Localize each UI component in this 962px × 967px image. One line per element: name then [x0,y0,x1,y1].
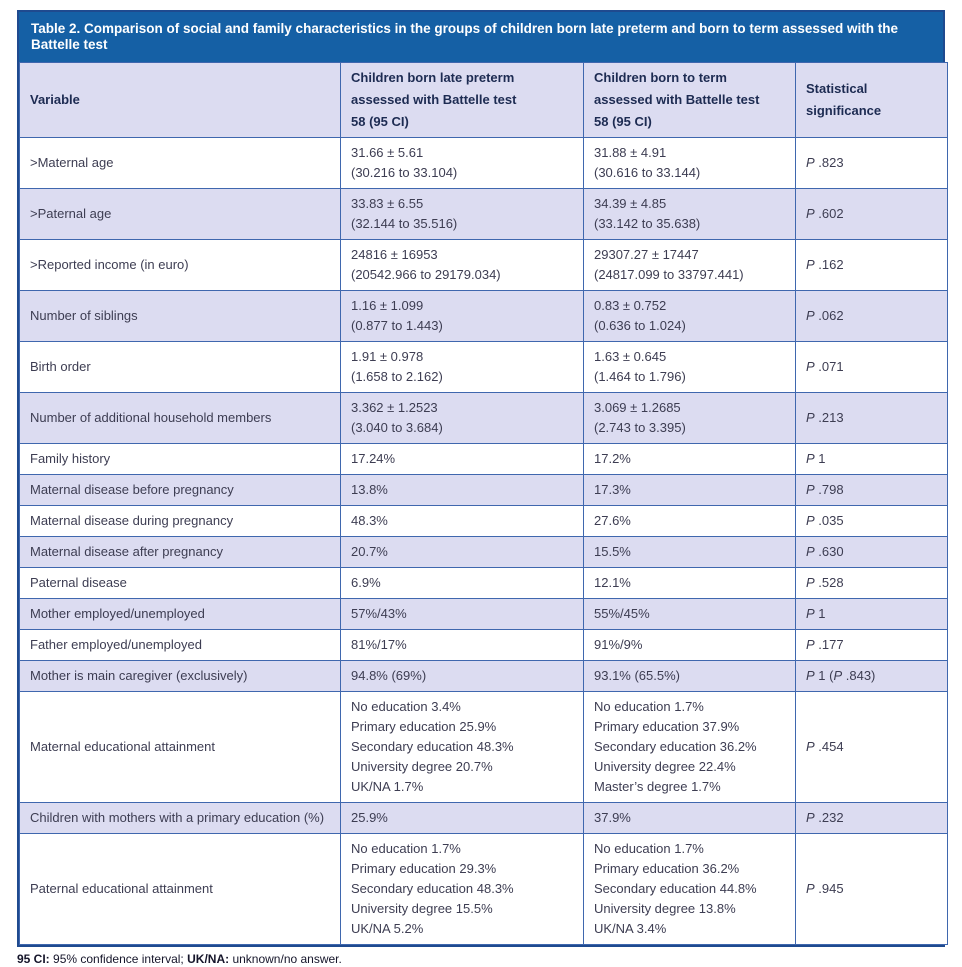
term-value-cell [584,630,796,661]
preterm-value-cell [341,692,584,803]
table-row [20,189,948,240]
value-line: 94.8% (69%) [351,668,427,683]
value-line: Maternal educational attainment [30,739,216,754]
table-row [20,444,948,475]
value-line: Secondary education 44.8% [594,881,757,896]
value-line: 12.1% [594,575,631,590]
preterm-value-cell [341,834,584,945]
term-value-cell [584,393,796,444]
significance-cell: P .630 [796,537,948,568]
value-line: University degree 20.7% [351,759,493,774]
value-line: 48.3% [351,513,388,528]
value-line: 1.63 ± 0.645 [594,349,667,364]
value-line: UK/NA 3.4% [594,921,667,936]
footnote [17,952,945,967]
preterm-value-cell [341,506,584,537]
term-value-cell [584,506,796,537]
table-body [20,138,948,945]
preterm-value-cell [341,393,584,444]
term-value-cell [584,189,796,240]
value-line: 17.3% [594,482,631,497]
value-line: 27.6% [594,513,631,528]
significance-cell: P .162 [796,240,948,291]
preterm-value-cell [341,803,584,834]
header-row [20,63,948,138]
value-line: 3.362 ± 1.2523 [351,400,438,415]
table-row [20,661,948,692]
value-line: Master’s degree 1.7% [594,779,721,794]
term-value-cell [584,240,796,291]
significance-cell: P 1 (P .843) [796,661,948,692]
value-line: UK/NA 1.7% [351,779,424,794]
variable-cell [20,568,341,599]
value-line: (33.142 to 35.638) [594,216,701,231]
value-line: >Maternal age [30,155,114,170]
variable-cell [20,661,341,692]
value-line: 57%/43% [351,606,407,621]
column-header-preterm [341,63,584,138]
column-header-preterm-sub: 58 (95 CI) [351,114,409,129]
variable-cell [20,444,341,475]
value-line: Family history [30,451,111,466]
value-line: Number of additional household members [30,410,272,425]
term-value-cell [584,834,796,945]
value-line: No education 1.7% [594,699,704,714]
value-line: 17.2% [594,451,631,466]
value-line: Secondary education 48.3% [351,739,514,754]
variable-cell [20,138,341,189]
term-value-cell [584,803,796,834]
value-line: (30.216 to 33.104) [351,165,458,180]
term-value-cell [584,661,796,692]
significance-cell: P .798 [796,475,948,506]
value-line: Paternal educational attainment [30,881,213,896]
value-line: 13.8% [351,482,388,497]
value-line: (3.040 to 3.684) [351,420,443,435]
value-line: 1.16 ± 1.099 [351,298,424,313]
value-line: (20542.966 to 29179.034) [351,267,501,282]
term-value-cell [584,475,796,506]
term-value-cell [584,568,796,599]
value-line: (32.144 to 35.516) [351,216,458,231]
value-line: University degree 15.5% [351,901,493,916]
significance-cell: P .062 [796,291,948,342]
preterm-value-cell [341,599,584,630]
preterm-value-cell [341,475,584,506]
term-value-cell [584,291,796,342]
value-line: Primary education 29.3% [351,861,497,876]
significance-cell: P .945 [796,834,948,945]
variable-cell [20,240,341,291]
value-line: 31.66 ± 5.61 [351,145,424,160]
term-value-cell [584,444,796,475]
preterm-value-cell [341,138,584,189]
value-line: (0.877 to 1.443) [351,318,443,333]
footnote-text: 95% confidence interval; [49,952,188,966]
preterm-value-cell [341,568,584,599]
value-line: 6.9% [351,575,381,590]
column-header-significance: Statistical significance [796,63,948,138]
significance-cell: P .177 [796,630,948,661]
column-header-variable: Variable [20,63,341,138]
value-line: >Reported income (in euro) [30,257,189,272]
table-row [20,506,948,537]
value-line: Mother is main caregiver (exclusively) [30,668,248,683]
value-line: 20.7% [351,544,388,559]
value-line: 37.9% [594,810,631,825]
significance-cell: P .454 [796,692,948,803]
value-line: No education 3.4% [351,699,461,714]
value-line: 17.24% [351,451,396,466]
value-line: 34.39 ± 4.85 [594,196,667,211]
value-line: Maternal disease before pregnancy [30,482,234,497]
preterm-value-cell [341,444,584,475]
value-line: Maternal disease after pregnancy [30,544,223,559]
term-value-cell [584,342,796,393]
value-line: Mother employed/unemployed [30,606,205,621]
preterm-value-cell [341,661,584,692]
table-row [20,475,948,506]
significance-cell: P .823 [796,138,948,189]
table-row [20,291,948,342]
term-value-cell [584,537,796,568]
variable-cell [20,393,341,444]
value-line: 24816 ± 16953 [351,247,438,262]
value-line: Primary education 37.9% [594,719,740,734]
table-row [20,803,948,834]
battelle-table-container [17,10,945,947]
table-row [20,342,948,393]
value-line: 81%/17% [351,637,407,652]
value-line: 25.9% [351,810,388,825]
value-line: Primary education 25.9% [351,719,497,734]
value-line: University degree 22.4% [594,759,736,774]
value-line: 91%/9% [594,637,643,652]
value-line: Secondary education 48.3% [351,881,514,896]
value-line: Birth order [30,359,91,374]
value-line: No education 1.7% [351,841,461,856]
value-line: 3.069 ± 1.2685 [594,400,681,415]
value-line: 55%/45% [594,606,650,621]
value-line: Father employed/unemployed [30,637,202,652]
value-line: >Paternal age [30,206,112,221]
value-line: (24817.099 to 33797.441) [594,267,744,282]
variable-cell [20,692,341,803]
value-line: No education 1.7% [594,841,704,856]
footnote-term: 95 CI: [17,952,50,966]
value-line: Primary education 36.2% [594,861,740,876]
significance-cell: P .035 [796,506,948,537]
variable-cell [20,599,341,630]
value-line: UK/NA 5.2% [351,921,424,936]
preterm-value-cell [341,189,584,240]
table-row [20,692,948,803]
term-value-cell [584,692,796,803]
significance-cell: P .071 [796,342,948,393]
term-value-cell [584,599,796,630]
table-row [20,599,948,630]
variable-cell [20,630,341,661]
term-value-cell [584,138,796,189]
variable-cell [20,342,341,393]
significance-cell: P .232 [796,803,948,834]
table-header [20,63,948,138]
variable-cell [20,537,341,568]
value-line: 31.88 ± 4.91 [594,145,667,160]
table-row [20,240,948,291]
value-line: Secondary education 36.2% [594,739,757,754]
preterm-value-cell [341,537,584,568]
value-line: (1.658 to 2.162) [351,369,443,384]
column-header-preterm-name: Children born late preterm assessed with Battelle test [351,70,517,107]
value-line: Children with mothers with a primary education (%) [30,810,325,825]
variable-cell [20,291,341,342]
value-line: 93.1% (65.5%) [594,668,680,683]
preterm-value-cell [341,342,584,393]
variable-cell [20,803,341,834]
value-line: (1.464 to 1.796) [594,369,686,384]
value-line: University degree 13.8% [594,901,736,916]
column-header-term-name: Children born to term assessed with Battelle test [594,70,760,107]
comparison-table [19,62,948,945]
significance-cell: P 1 [796,444,948,475]
table-row [20,537,948,568]
table-title: Table 2. Comparison of social and family characteristics in the groups of children born late preterm and born to term assessed with the Battelle test [19,12,943,62]
preterm-value-cell [341,291,584,342]
column-header-term [584,63,796,138]
value-line: 0.83 ± 0.752 [594,298,667,313]
significance-cell: P .602 [796,189,948,240]
table-row [20,393,948,444]
value-line: 1.91 ± 0.978 [351,349,424,364]
value-line: 33.83 ± 6.55 [351,196,424,211]
variable-cell [20,834,341,945]
value-line: (0.636 to 1.024) [594,318,686,333]
footnote-term: UK/NA: [187,952,230,966]
variable-cell [20,475,341,506]
value-line: (2.743 to 3.395) [594,420,686,435]
table-row [20,834,948,945]
significance-cell: P .528 [796,568,948,599]
variable-cell [20,189,341,240]
significance-cell: P 1 [796,599,948,630]
value-line: Number of siblings [30,308,138,323]
table-row [20,568,948,599]
value-line: 29307.27 ± 17447 [594,247,699,262]
footnote-text: unknown/no answer. [229,952,342,966]
table-row [20,138,948,189]
preterm-value-cell [341,240,584,291]
value-line: (30.616 to 33.144) [594,165,701,180]
value-line: Maternal disease during pregnancy [30,513,234,528]
value-line: Paternal disease [30,575,127,590]
variable-cell [20,506,341,537]
significance-cell: P .213 [796,393,948,444]
value-line: 15.5% [594,544,631,559]
column-header-term-sub: 58 (95 CI) [594,114,652,129]
table-row [20,630,948,661]
preterm-value-cell [341,630,584,661]
